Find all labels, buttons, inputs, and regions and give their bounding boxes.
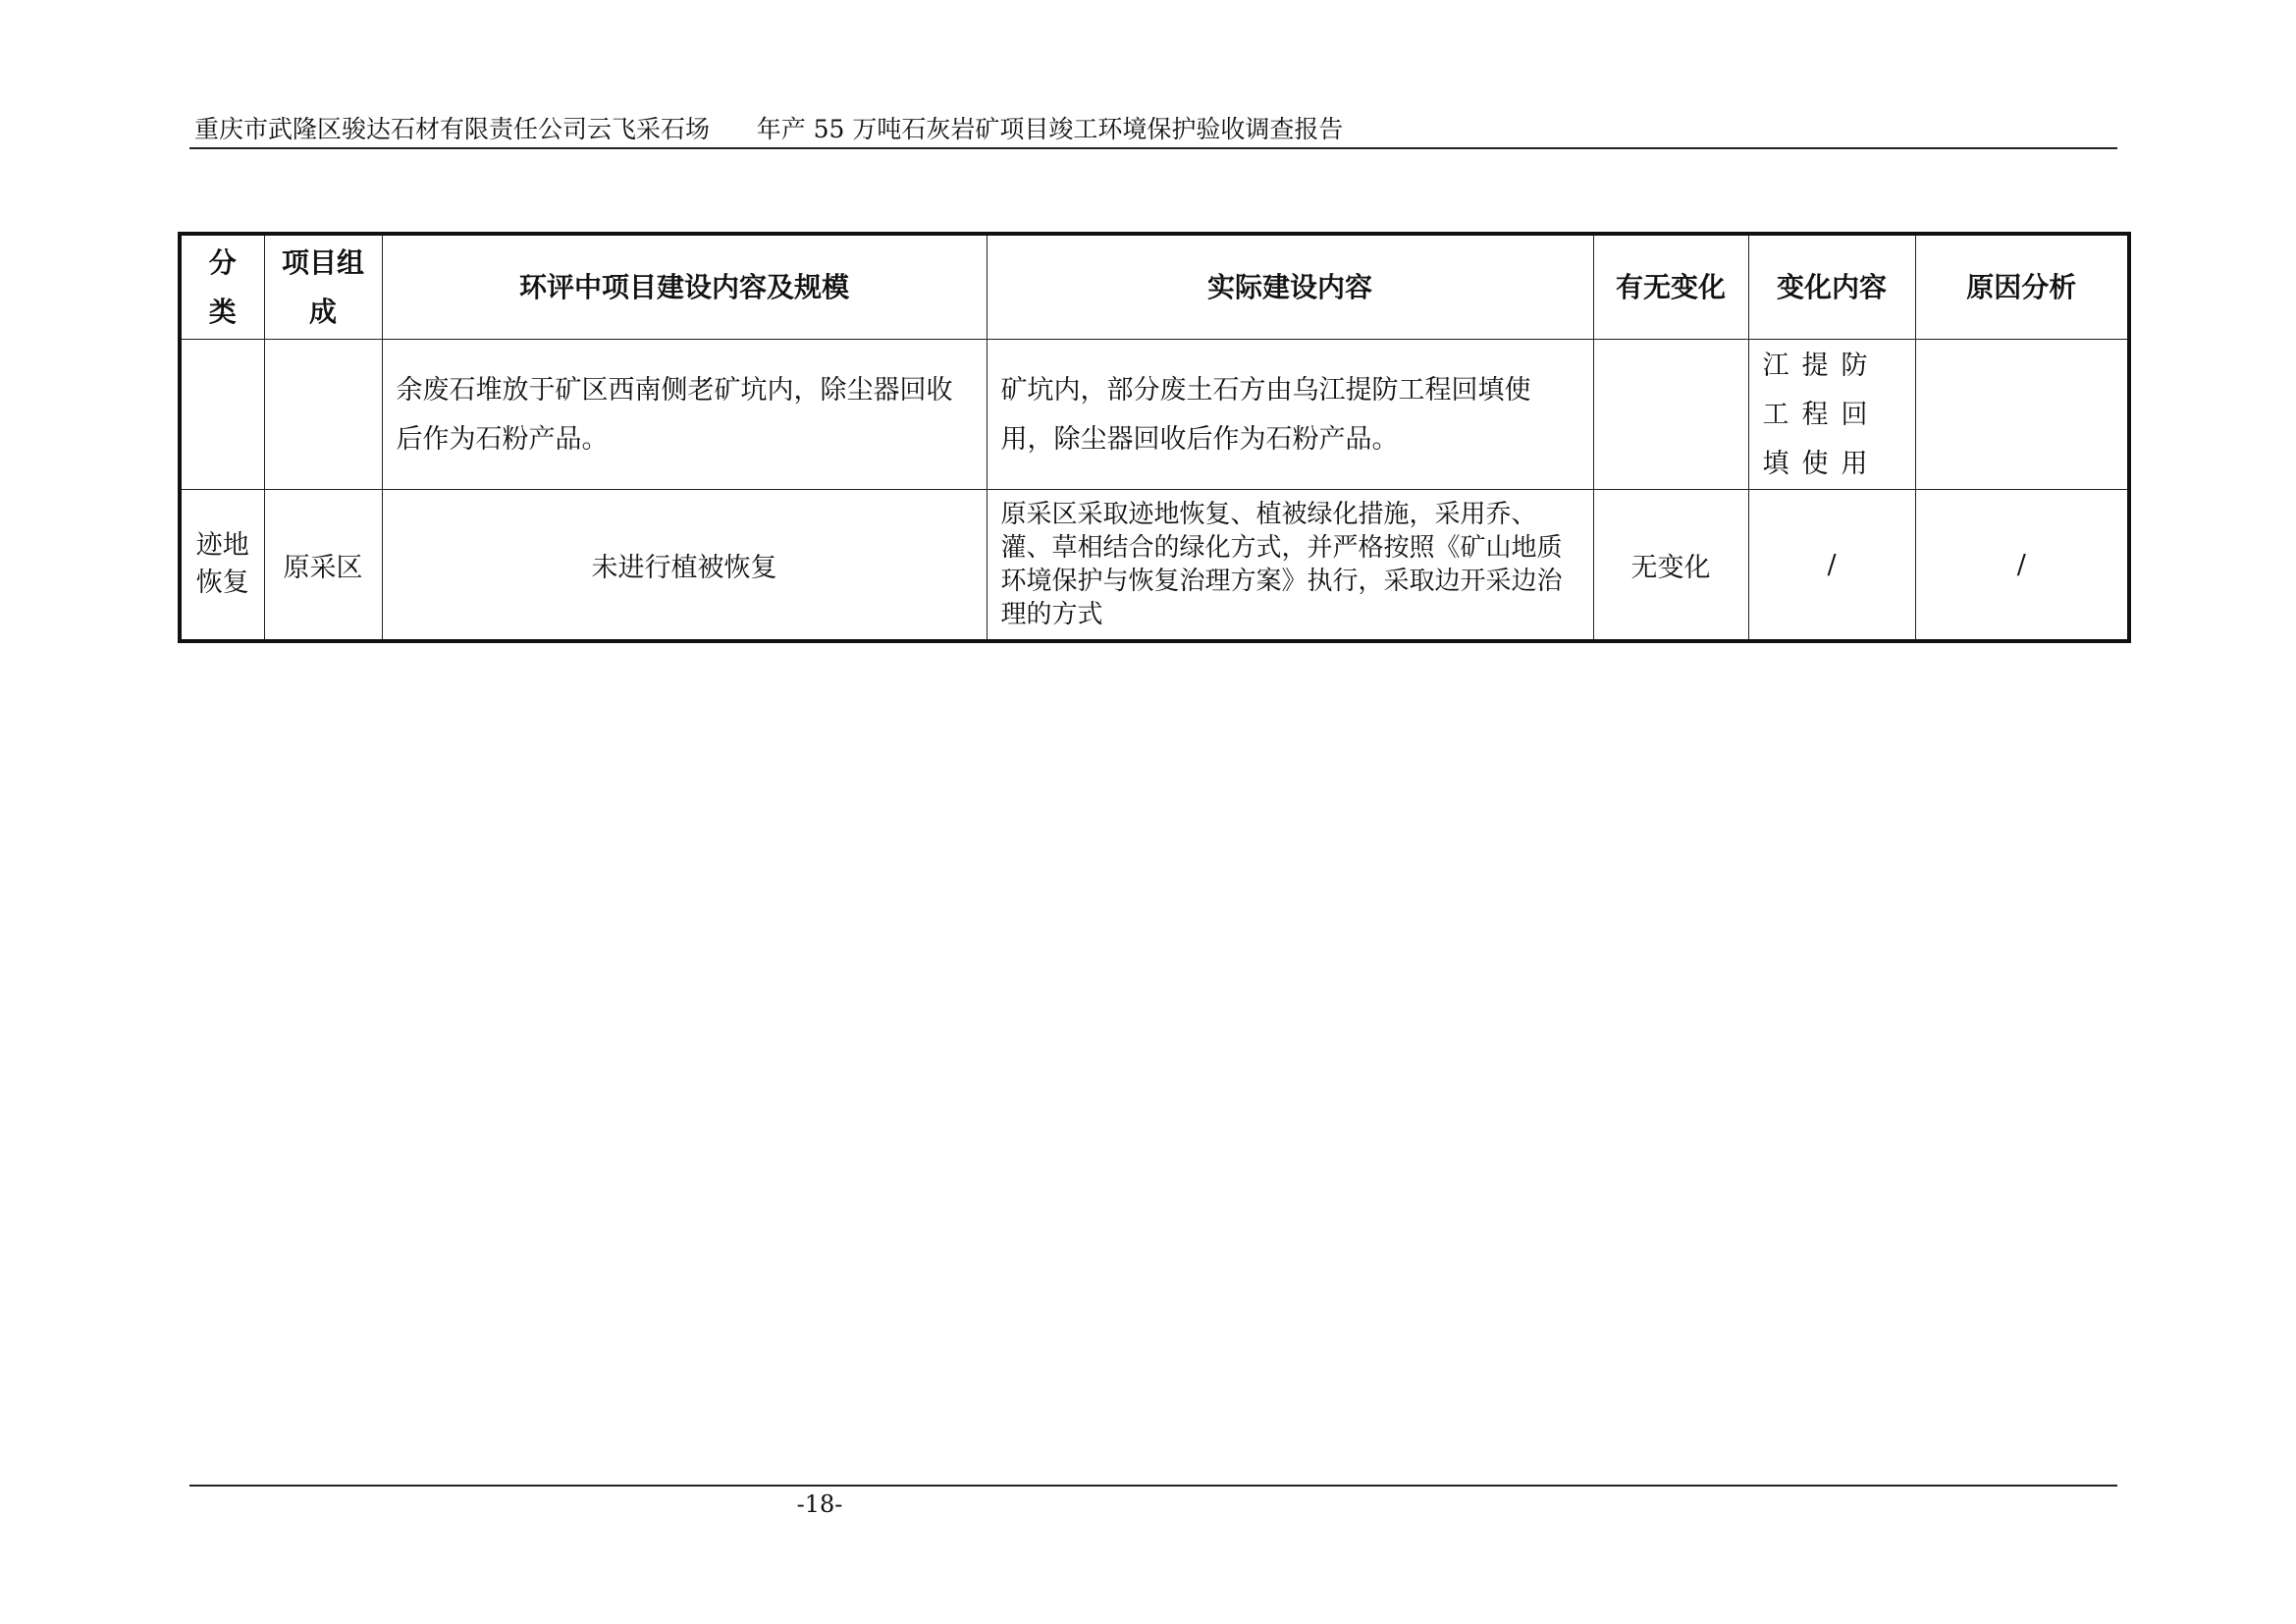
- footer-rule: [189, 1485, 2117, 1487]
- cell-eia-content-text: 未进行植被恢复: [591, 552, 777, 583]
- cell-changed: [1593, 490, 1748, 642]
- cell-component: [264, 490, 382, 642]
- cell-change-content-text: 江提防工程回填使用: [1762, 351, 1881, 479]
- cell-component-text: [265, 413, 382, 415]
- cell-change-content-text: /: [1827, 549, 1837, 580]
- cell-change-content: [1748, 490, 1915, 642]
- cell-actual-content: [987, 490, 1593, 642]
- cell-changed: [1593, 340, 1748, 490]
- cell-changed-text: [1594, 413, 1748, 415]
- cell-reason: [1915, 490, 2129, 642]
- cell-change-content: [1748, 340, 1915, 490]
- header-rule: [189, 147, 2117, 149]
- col-header-category: 分类: [180, 234, 264, 340]
- cell-eia-content: [382, 490, 987, 642]
- cell-category: [180, 490, 264, 642]
- header-company: 重庆市武隆区骏达石材有限责任公司云飞采石场: [194, 115, 711, 143]
- cell-category: [180, 340, 264, 490]
- col-header-change-content: 变化内容: [1748, 234, 1915, 340]
- cell-actual-content-text: 矿坑内，部分废土石方由乌江提防工程回填使用，除尘器回收后作为石粉产品。: [1000, 375, 1531, 455]
- cell-component-text: 原采区: [283, 552, 363, 583]
- col-header-component: 项目组成: [264, 234, 382, 340]
- cell-eia-content-text: 余废石堆放于矿区西南侧老矿坑内，除尘器回收后作为石粉产品。: [396, 375, 953, 455]
- col-header-reason: 原因分析: [1915, 234, 2129, 340]
- cell-actual-content-text: 原采区采取迹地恢复、植被绿化措施，采用乔、灌、草相结合的绿化方式，并严格按照《矿山地质环境保护与恢复治理方案》执行，采取边开采边治理的方式: [1000, 500, 1563, 629]
- header-title: 年产 55 万吨石灰岩矿项目竣工环境保护验收调查报告: [756, 115, 1344, 143]
- table-header-row: [180, 234, 2129, 340]
- document-header: [194, 113, 1343, 146]
- cell-reason: [1915, 340, 2129, 490]
- cell-reason-text: [1916, 413, 2128, 415]
- cell-changed-text: 无变化: [1630, 552, 1711, 583]
- cell-reason-text: /: [2016, 549, 2026, 580]
- cell-actual-content: [987, 340, 1593, 490]
- col-header-actual-content: 实际建设内容: [987, 234, 1593, 340]
- cell-category-text: [182, 413, 264, 415]
- cell-component: [264, 340, 382, 490]
- cell-category-text: 迹地恢复: [195, 530, 249, 598]
- cell-eia-content: [382, 340, 987, 490]
- col-header-changed: 有无变化: [1593, 234, 1748, 340]
- comparison-table: [178, 232, 2131, 643]
- table-row: [180, 490, 2129, 642]
- table-row: [180, 340, 2129, 490]
- col-header-eia-content: 环评中项目建设内容及规模: [382, 234, 987, 340]
- page-number: -18-: [796, 1490, 843, 1518]
